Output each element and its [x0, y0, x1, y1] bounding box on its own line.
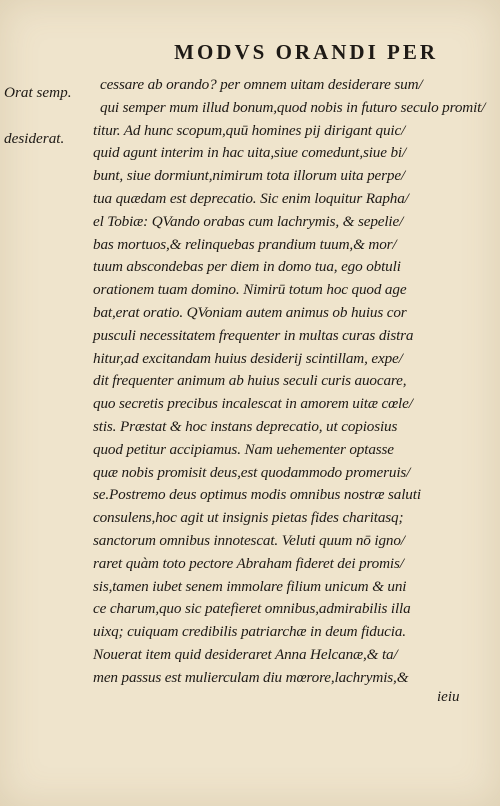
- text-line: el Tobiæ: QVando orabas cum lachrymis, & sepelie/: [93, 212, 404, 230]
- text-line: bat,erat oratio. QVoniam autem animus ob huius cor: [93, 304, 407, 321]
- text-line: stis. Præstat & hoc instans deprecatio, ut copiosius: [93, 418, 398, 435]
- text-line: sanctorum omnibus innotescat. Veluti quum nō igno/: [93, 532, 405, 549]
- text-line: uixq; cuiquam credibilis patriarchæ in deum fiducia.: [93, 623, 406, 641]
- margin-note-desiderat: desiderat.: [4, 130, 65, 147]
- text-line: bunt, siue dormiunt,nimirum tota illorum uita perpe/: [93, 167, 405, 185]
- text-line: bas mortuos,& relinquebas prandium tuum,& mor/: [93, 235, 397, 253]
- text-line: dit frequenter animum ab huius seculi curis auocare,: [93, 372, 407, 390]
- text-line: men passus est mulierculam diu mœrore,lachrymis,&: [93, 668, 409, 686]
- margin-note-orat-semp: Orat semp.: [4, 84, 72, 101]
- text-line: sis,tamen iubet senem immolare filium unicum & uni: [93, 577, 407, 595]
- catchword: ieiu: [437, 689, 460, 705]
- text-line: ce charum,quo sic patefieret omnibus,admirabilis illa: [93, 600, 411, 618]
- text-line: quid agunt interim in hac uita,siue comedunt,siue bi/: [93, 144, 407, 162]
- text-line: tua quædam est deprecatio. Sic enim loquitur Rapha/: [93, 190, 409, 207]
- text-line: quo secretis precibus incalescat in amorem uitæ cœle/: [93, 395, 413, 413]
- running-head: MODVS ORANDI PER: [174, 40, 438, 64]
- text-line: qui semper mum illud bonum,quod nobis in futuro seculo promit/: [100, 98, 486, 116]
- text-line: raret quàm toto pectore Abraham fideret dei promis/: [93, 554, 404, 572]
- text-line: quod petitur accipiamus. Nam uehementer optasse: [93, 440, 394, 458]
- text-line: quæ nobis promisit deus,est quodammodo promeruis/: [93, 463, 411, 481]
- text-line: tuum abscondebas per diem in domo tua, ego obtuli: [93, 258, 401, 276]
- text-line: hitur,ad excitandam huius desiderij scintillam, expe/: [93, 349, 403, 367]
- text-line: se.Postremo deus optimus modis omnibus nostræ saluti: [93, 486, 421, 504]
- text-line: titur. Ad hunc scopum,quū homines pij dirigant quic/: [93, 121, 406, 139]
- text-line: orationem tuam domino. Nimirū totum hoc quod age: [93, 281, 407, 299]
- text-line: pusculi necessitatem frequenter in multas curas distra: [93, 326, 414, 344]
- text-line: consulens,hoc agit ut insignis pietas fides charitasq;: [93, 509, 404, 527]
- text-line: cessare ab orando? per omnem uitam desiderare sum/: [100, 76, 423, 93]
- text-line: Nouerat item quid desideraret Anna Helcanæ,& ta/: [93, 646, 398, 663]
